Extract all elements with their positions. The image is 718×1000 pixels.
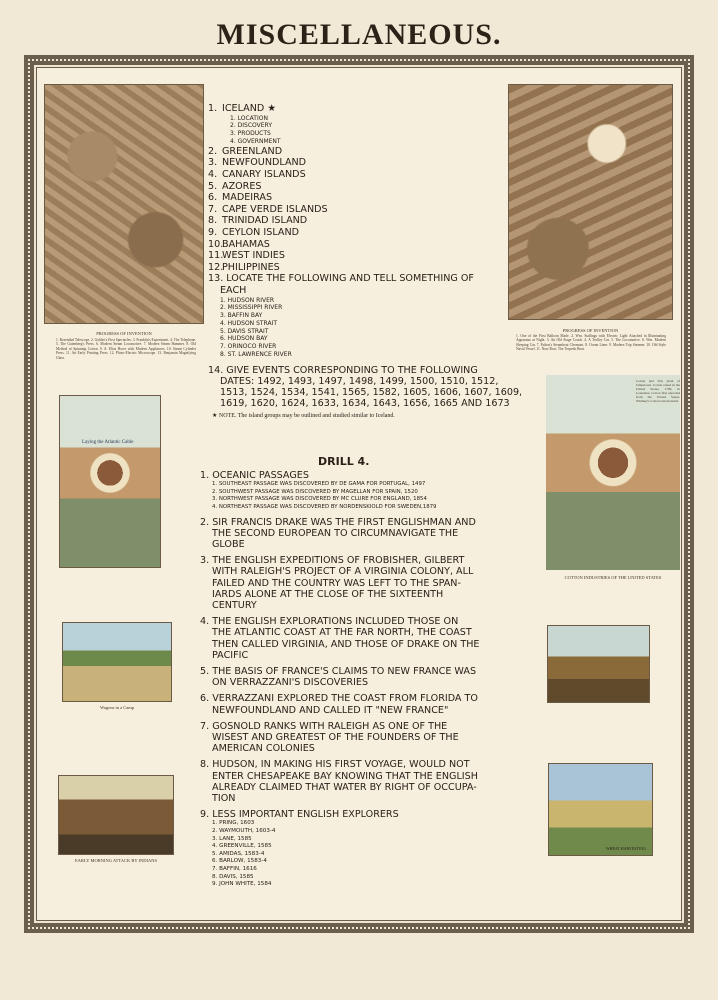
invention-collage-left [44, 84, 204, 324]
drill-item-8-line: ENTER CHESAPEAKE BAY KNOWING THAT THE ENGLISH [212, 770, 478, 782]
drill-item-3-line: FAILED AND THE COUNTRY WAS LEFT TO THE SPAN- [212, 577, 461, 589]
list-item-text: CEYLON ISLAND [222, 226, 300, 238]
list-item [208, 204, 508, 216]
drill-item-4 [200, 616, 535, 661]
list-item-number: 3. [208, 157, 218, 169]
drill-item-9-sub: 7. BAFFIN, 1616 [212, 866, 257, 873]
list-item-13-cont: EACH [220, 284, 247, 296]
list-item-text: PHILIPPINES [222, 261, 280, 273]
drill-item-6-line: 6. VERRAZZANI EXPLORED THE COAST FROM FLORIDA TO [200, 693, 478, 705]
list-item-13: 13. LOCATE THE FOLLOWING AND TELL SOMETHING OF [208, 273, 474, 285]
drill-item-3-line: IARDS ALONE AT THE CLOSE OF THE SIXTEENTH [212, 588, 444, 600]
list-item [208, 181, 508, 193]
list-item [208, 169, 508, 181]
list-item-number: 2. [208, 145, 218, 157]
drill-item-9-sub: 9. JOHN WHITE, 1584 [212, 881, 272, 888]
invention-caption-right-body: 1. One of the First Balloon Made. 2. Wm. Stallings with Electric Light Attached in Illuminating Apparatus at Night. 3. An Old Stage Coach. 4. A Trolley Car. 5. The Locomotive. 6. Wm. Modern Sleeping Car. 7. Fulton's Steamboat Clermont. 8. Ocean Liner. 9. Modern Trip Steamer. 10. Old Style Naval Vessel. 11. Now Row. The Torpedo Boat. [516, 334, 666, 352]
drill-item-3-line: WITH RALEIGH'S PROJECT OF A VIRGINIA COLONY, ALL [212, 566, 474, 578]
list-subitem: 7. ORINOCO RIVER [220, 343, 277, 351]
drill-item-8 [200, 759, 535, 804]
drill-item-9-sub: 2. WAYMOUTH, 1603-4 [212, 828, 276, 835]
weaving-illustration [547, 625, 650, 703]
list-subitem: 2. DISCOVERY [230, 122, 272, 130]
drill-item-4-line: PACIFIC [212, 649, 249, 661]
list-item [208, 103, 508, 115]
list-item-text: NEWFOUNDLAND [222, 157, 307, 169]
list-subitem: 2. MISSISSIPPI RIVER [220, 304, 283, 312]
list-item [208, 157, 508, 169]
drill-heading: DRILL 4. [318, 455, 370, 468]
wheat-harvest-illustration [548, 763, 653, 856]
list-item-text: TRINIDAD ISLAND [222, 215, 308, 227]
drill-item-2-line: GLOBE [212, 538, 245, 550]
invention-caption-right-title: PROGRESS OF INVENTION [562, 328, 619, 333]
list-item-text: CANARY ISLANDS [222, 168, 306, 180]
drill-item-5-line: 5. THE BASIS OF FRANCE'S CLAIMS TO NEW FRANCE WAS [200, 666, 477, 678]
list-item [208, 250, 508, 262]
drill-item-2-line: 2. SIR FRANCIS DRAKE WAS THE FIRST ENGLISHMAN AND [200, 516, 476, 528]
drill-item-4-line: THEN CALLED VIRGINIA, AND THOSE OF DRAKE ON THE [212, 638, 480, 650]
list-item [208, 146, 508, 158]
invention-caption-left-body: 1. Rosenthal Telescope. 2. Galileo's First Spectacles. 3. Franklin's Experiment. 4. The Telephone. 5. The Gutenberg's Press. 6. Modern Steam Locomotive. 7. Modern Steam Hammer. 8. Old Method of Spinning Cotton. 9. A. Elias Howe with Modern Appliances. 10. Steam Cylinder Press. 11. An Early Printing Press. 12. Photo-Electric Microscope. 13. Benjamin Magnifying Glass. [56, 338, 196, 360]
list-item-number: 12. [208, 261, 224, 273]
list-item-number: 8. [208, 215, 218, 227]
island-note: ★ NOTE. The island groups may be outlined and studied similar to Iceland. [212, 412, 395, 419]
drill-item-8-line: ALREADY CLAIMED THAT WATER BY RIGHT OF OCCUPA- [212, 781, 477, 793]
list-item-text: CAPE VERDE ISLANDS [222, 203, 328, 215]
cable-banner: Laying the Atlantic Cable [82, 440, 134, 445]
drill-item-1-sub: 2. SOUTHWEST PASSAGE WAS DISCOVERED BY MAGELLAN FOR SPAIN, 1520 [212, 488, 418, 495]
drill-item-9-sub: 8. DAVIS, 1585 [212, 873, 254, 880]
list-item-text: ICELAND ★ [222, 103, 276, 114]
list-item [208, 192, 508, 204]
list-subitem: 4. GOVERNMENT [230, 137, 281, 145]
list-item-text: WEST INDIES [222, 250, 285, 262]
list-item-text: AZORES [222, 180, 262, 192]
drill-item-6 [200, 693, 535, 715]
drill-item-9-sub: 6. BARLOW, 1583-4 [212, 858, 267, 865]
drill-item-2 [200, 517, 535, 551]
plantation-caption: Wagons in a Camp [99, 705, 134, 710]
list-item [208, 262, 508, 274]
indian-attack-illustration [58, 775, 174, 855]
cotton-industries-illustration [546, 375, 680, 570]
drill-item-1-title: 1. OCEANIC PASSAGES [200, 470, 309, 481]
drill-item-9-title: 9. LESS IMPORTANT ENGLISH EXPLORERS [200, 809, 399, 821]
plantation-illustration [62, 622, 172, 702]
drill-item-1-sub: 1. SOUTHEAST PASSAGE WAS DISCOVERED BY DE GAMA FOR PORTUGAL, 1497 [212, 481, 426, 488]
list-subitem: 1. HUDSON RIVER [220, 296, 275, 304]
drill-item-9-sub: 3. LANE, 1585 [212, 835, 252, 842]
cotton-caption: COTTON INDUSTRIES OF THE UNITED STATES [564, 575, 662, 580]
list-item [208, 239, 508, 251]
list-subitem: 6. HUDSON BAY [220, 335, 268, 343]
drill-item-5-line: ON VERRAZZANI'S DISCOVERIES [212, 677, 369, 689]
drill-item-8-line: TION [212, 793, 236, 805]
list-subitem: 4. HUDSON STRAIT [220, 319, 278, 327]
list-item-number: 9. [208, 226, 218, 238]
list-subitem: 3. PRODUCTS [230, 130, 271, 138]
drill-list [200, 470, 535, 889]
drill-item-9-sub: 5. AMIDAS, 1583-4 [212, 850, 265, 857]
list-subitem: 1. LOCATION [230, 114, 268, 122]
list-item-number: 10. [208, 238, 224, 250]
page-title: MISCELLANEOUS. [216, 18, 502, 51]
drill-item-9-sub: 1. PRING, 1603 [212, 820, 255, 827]
drill-item-3-line: 3. THE ENGLISH EXPEDITIONS OF FROBISHER, GILBERT [200, 555, 465, 567]
drill-item-1-sub: 4. NORTHEAST PASSAGE WAS DISCOVERED BY NORDENSKIOLD FOR SWEDEN,1879 [212, 503, 437, 510]
list-item-14: DATES: 1492, 1493, 1497, 1498, 1499, 1500, 1510, 1512, [220, 376, 499, 388]
list-item-number: 11. [208, 250, 224, 262]
drill-item-5 [200, 666, 535, 688]
drill-item-4-line: THE ATLANTIC COAST AT THE FAR NORTH, THE COAST [212, 627, 472, 639]
atlantic-cable-illustration [59, 395, 161, 568]
invention-collage-right [508, 84, 673, 320]
invention-caption-left-title: PROGRESS OF INVENTION [96, 331, 152, 336]
geography-list [208, 103, 523, 419]
list-item-14: 1513, 1524, 1534, 1541, 1565, 1582, 1605, 1606, 1607, 1609, [220, 387, 523, 399]
list-subitem: 8. ST. LAWRENCE RIVER [220, 351, 292, 359]
drill-item-3-line: CENTURY [212, 600, 257, 611]
list-item-number: 7. [208, 203, 218, 215]
list-item-number: 6. [208, 192, 218, 204]
list-item-text: GREENLAND [222, 145, 283, 157]
list-item [208, 215, 508, 227]
list-subitem: 5. DAVIS STRAIT [220, 327, 269, 335]
drill-item-2-line: THE SECOND EUROPEAN TO CIRCUMNAVIGATE THE [212, 527, 459, 539]
cotton-side-text: Cotton and first plant of Jamestown. Cotton raised in the United States, 1790, in Louisiana. Cotton first exported from the United States. Whitney's Cotton Gin invented. [636, 379, 680, 403]
list-item [208, 227, 508, 239]
list-subitem: 3. BAFFIN BAY [220, 312, 263, 320]
drill-item-7 [200, 721, 535, 755]
drill-item-1-sub: 3. NORTHWEST PASSAGE WAS DISCOVERED BY MC CLURE FOR ENGLAND, 1854 [212, 496, 427, 503]
list-item-number: 5. [208, 180, 218, 192]
drill-item-7-line: WISEST AND GREATEST OF THE FOUNDERS OF THE [212, 732, 459, 744]
drill-item-7-line: 7. GOSNOLD RANKS WITH RALEIGH AS ONE OF THE [200, 720, 448, 732]
drill-item-9-sub: 4. GREENVILLE, 1585 [212, 843, 272, 850]
drill-item-6-line: NEWFOUNDLAND AND CALLED IT "NEW FRANCE" [212, 704, 449, 716]
list-item-number: 4. [208, 168, 218, 180]
wheat-caption: WHEAT HARVESTING [605, 846, 646, 851]
list-item-text: BAHAMAS [222, 238, 270, 250]
list-item-14: 14. GIVE EVENTS CORRESPONDING TO THE FOLLOWING [208, 364, 478, 376]
drill-item-3 [200, 555, 535, 611]
list-item-14: 1619, 1620, 1624, 1633, 1634, 1643, 1656, 1665 AND 1673 [220, 398, 510, 410]
list-item-text: MADEIRAS [222, 192, 273, 204]
drill-item-4-line: 4. THE ENGLISH EXPLORATIONS INCLUDED THOSE ON [200, 616, 459, 628]
drill-item-7-line: AMERICAN COLONIES [212, 743, 315, 755]
list-item-number: 1. [208, 103, 218, 114]
drill-item-8-line: 8. HUDSON, IN MAKING HIS FIRST VOYAGE, WOULD NOT [200, 759, 470, 771]
indian-attack-caption: EARLY MORNING ATTACK BY INDIANS [74, 858, 158, 863]
